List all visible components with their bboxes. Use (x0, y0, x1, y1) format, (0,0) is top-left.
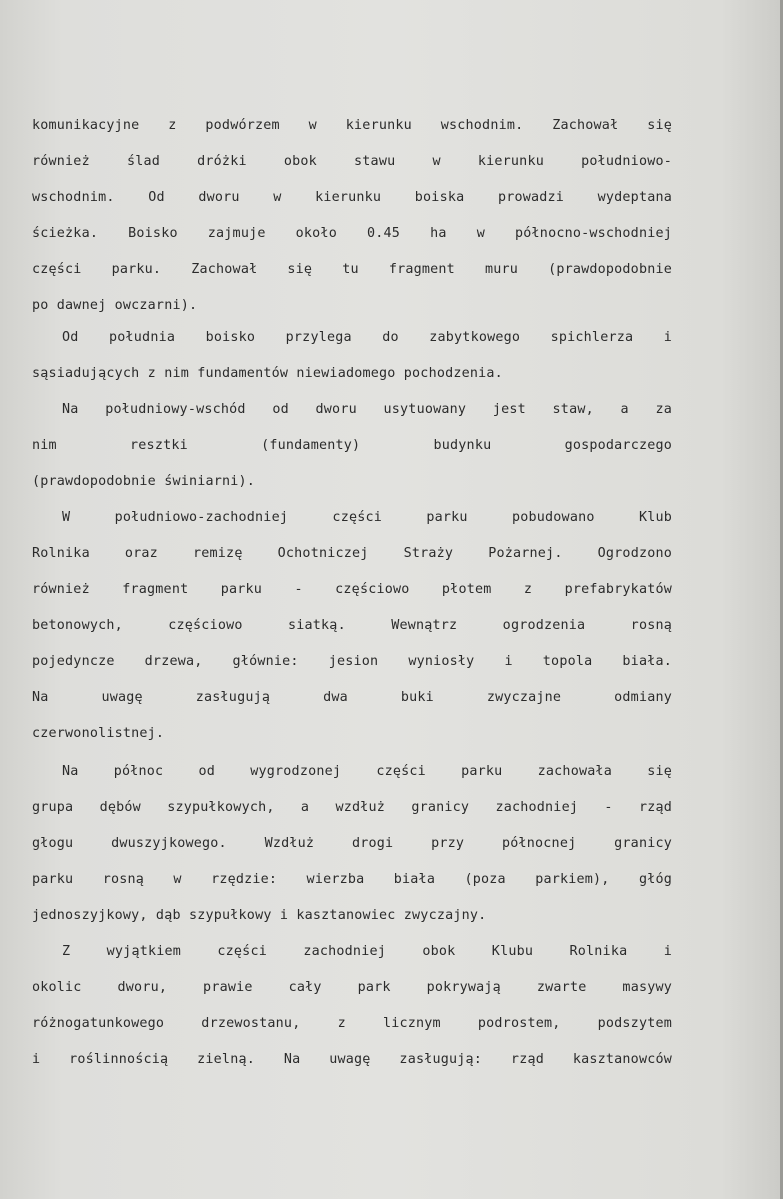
text-line: i roślinnością zielną. Na uwagę zasługują: rząd kasztanowców (32, 1052, 672, 1067)
text-line: komunikacyjne z podwórzem w kierunku wschodnim. Zachował się (32, 118, 672, 133)
text-line: ścieżka. Boisko zajmuje około 0.45 ha w północno-wschodniej (32, 226, 672, 241)
text-line: grupa dębów szypułkowych, a wzdłuż granicy zachodniej - rząd (32, 800, 672, 815)
text-line: wschodnim. Od dworu w kierunku boiska prowadzi wydeptana (32, 190, 672, 205)
text-line: Rolnika oraz remizę Ochotniczej Straży Pożarnej. Ogrodzono (32, 546, 672, 561)
text-line: również fragment parku - częściowo płotem z prefabrykatów (32, 582, 672, 597)
text-line: (prawdopodobnie świniarni). (32, 474, 256, 489)
text-line: Na uwagę zasługują dwa buki zwyczajne odmiany (32, 690, 672, 705)
text-line: czerwonolistnej. (32, 726, 165, 741)
text-line: różnogatunkowego drzewostanu, z licznym podrostem, podszytem (32, 1016, 672, 1031)
text-line: nim resztki (fundamenty) budynku gospodarczego (32, 438, 672, 453)
text-line: części parku. Zachował się tu fragment muru (prawdopodobnie (32, 262, 672, 277)
text-line: Na południowy-wschód od dworu usytuowany jest staw, a za (62, 402, 672, 417)
text-line: po dawnej owczarni). (32, 298, 198, 313)
text-line: sąsiadujących z nim fundamentów niewiadomego pochodzenia. (32, 366, 503, 381)
text-line: W południowo-zachodniej części parku pobudowano Klub (62, 510, 672, 525)
text-line: głogu dwuszyjkowego. Wzdłuż drogi przy północnej granicy (32, 836, 672, 851)
text-line: parku rosną w rzędzie: wierzba biała (poza parkiem), głóg (32, 872, 672, 887)
text-line: jednoszyjkowy, dąb szypułkowy i kasztanowiec zwyczajny. (32, 908, 487, 923)
text-line: betonowych, częściowo siatką. Wewnątrz ogrodzenia rosną (32, 618, 672, 633)
text-line: Od południa boisko przylega do zabytkowego spichlerza i (62, 330, 672, 345)
text-line: Z wyjątkiem części zachodniej obok Klubu Rolnika i (62, 944, 672, 959)
text-line: okolic dworu, prawie cały park pokrywają zwarte masywy (32, 980, 672, 995)
text-line: Na północ od wygrodzonej części parku zachowała się (62, 764, 672, 779)
text-line: pojedyncze drzewa, głównie: jesion wyniosły i topola biała. (32, 654, 672, 669)
text-line: również ślad dróżki obok stawu w kierunku południowo- (32, 154, 672, 169)
